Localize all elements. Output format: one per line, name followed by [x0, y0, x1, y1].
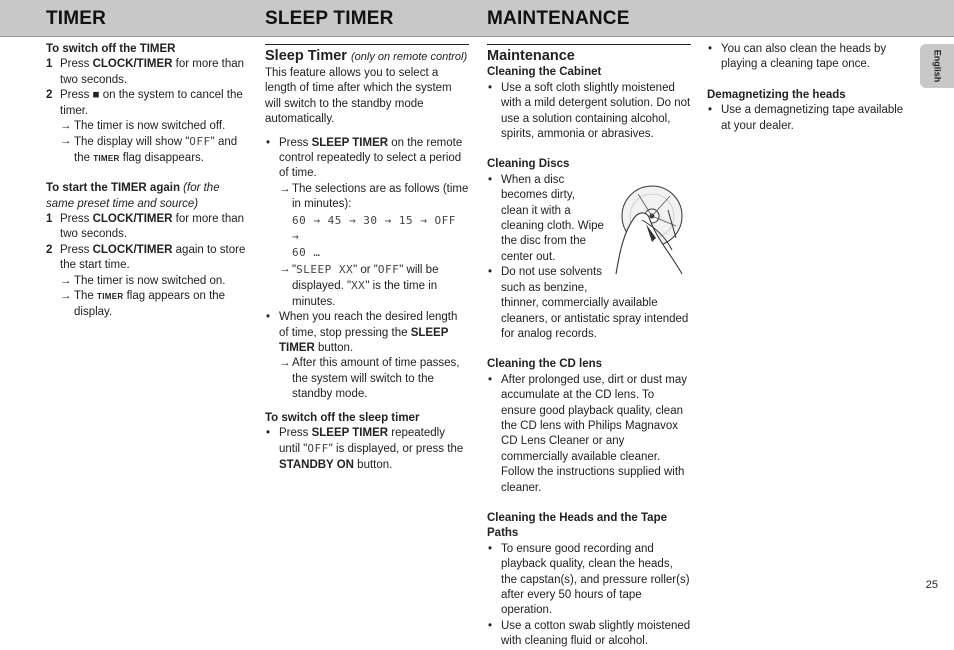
- arrow-icon: →: [279, 182, 291, 195]
- sleep-timer-column: [265, 44, 469, 473]
- result-line: → The timer is now switched off.: [46, 119, 250, 134]
- header-bar: [0, 0, 954, 37]
- step-number: 2: [46, 89, 53, 102]
- timer-title: TIMER: [46, 8, 107, 29]
- demag-bullet: • Use a demagnetizing tape available at your dealer.: [707, 103, 907, 134]
- start-timer-heading: To start the TIMER again (for the same preset time and source): [46, 182, 220, 210]
- result-line: → The selections are as follows (time in minutes): 60 → 45 → 30 → 15 → OFF → 60 …: [265, 182, 469, 262]
- step-number: 1: [46, 58, 53, 71]
- switch-off-step-2: 2 Press ■ on the system to cancel the timer.: [46, 88, 250, 119]
- timer-column: [46, 42, 250, 320]
- heads-bullet-2: • Use a cotton swab slightly moistened with cleaning fluid or alcohol.: [487, 619, 691, 650]
- maintenance-section-heading: Maintenance: [487, 44, 691, 65]
- heads-bullet-3: • You can also clean the heads by playing a cleaning tape once.: [707, 42, 907, 73]
- result-line: → After this amount of time passes, the system will switch to the standby mode.: [265, 356, 469, 402]
- switch-off-step-1: 1 Press CLOCK/TIMER for more than two seconds.: [46, 57, 250, 88]
- disc-bullet-1: • When a disc becomes dirty, clean it with a cleaning cloth. Wipe the disc from the center out.: [487, 173, 605, 265]
- arrow-icon: →: [60, 290, 72, 303]
- lcd-sequence: 60 …: [292, 246, 321, 260]
- result-line: → The display will show "OFF" and the TIMER flag disappears.: [46, 134, 250, 166]
- cabinet-bullet: • Use a soft cloth slightly moistened with a mild detergent solution. Do not use a solution containing alcohol, spirits, ammonia or abrasives.: [487, 81, 691, 143]
- switch-off-sleep-heading: To switch off the sleep timer: [265, 411, 420, 424]
- sleep-bullet-2: • When you reach the desired length of time, stop pressing the SLEEP TIMER button.: [265, 310, 469, 356]
- lens-bullet: • After prolonged use, dirt or dust may accumulate at the CD lens. To ensure good playback quality, clean the CD lens with Philips Magnavox CD Lens Cleaner or any commercially available cleaner. Follow the instructions supplied with cleaner.: [487, 373, 691, 496]
- bullet-icon: •: [488, 619, 493, 632]
- bullet-icon: •: [488, 81, 493, 94]
- language-tab-label: English: [932, 49, 943, 83]
- clock-timer-key: CLOCK/TIMER: [92, 58, 173, 71]
- disc-cleaning-illustration: [612, 180, 690, 276]
- lcd-text: OFF: [189, 135, 211, 149]
- result-line: → The TIMER flag appears on the display.: [46, 289, 250, 320]
- sleep-intro: This feature allows you to select a length of time after which the system will switch to the standby mode automatically.: [265, 67, 452, 126]
- bullet-icon: •: [488, 173, 493, 186]
- bullet-icon: •: [266, 136, 271, 149]
- cleaning-discs-heading: Cleaning Discs: [487, 158, 570, 171]
- arrow-icon: →: [279, 357, 291, 370]
- bullet-icon: •: [708, 43, 713, 55]
- result-line: → The timer is now switched on.: [46, 274, 250, 289]
- bullet-icon: •: [708, 104, 713, 117]
- arrow-icon: →: [60, 120, 72, 133]
- disc-bullet-2-continued: thinner, commercially available cleaners, or antistatic spray intended for analog records.: [501, 297, 689, 340]
- bullet-icon: •: [488, 373, 493, 386]
- bullet-icon: •: [488, 542, 493, 555]
- switch-off-timer-heading: To switch off the TIMER: [46, 43, 176, 55]
- maintenance-column-2: [707, 42, 907, 134]
- disc-bullet-2: • Do not use solvents such as benzine,: [487, 265, 605, 296]
- maintenance-column: [487, 44, 691, 650]
- bullet-icon: •: [266, 311, 271, 324]
- sleep-bullet-1: • Press SLEEP TIMER on the remote control repeatedly to select a period of time.: [265, 136, 469, 182]
- maintenance-title: MAINTENANCE: [487, 8, 630, 29]
- cleaning-cabinet-heading: Cleaning the Cabinet: [487, 66, 602, 79]
- arrow-icon: →: [279, 262, 291, 275]
- arrow-icon: →: [60, 135, 72, 148]
- timer-flag: TIMER: [97, 292, 124, 302]
- page-number: 25: [925, 579, 938, 591]
- timer-flag: TIMER: [93, 153, 120, 163]
- demagnetizing-heading: Demagnetizing the heads: [707, 88, 846, 101]
- language-tab: [920, 44, 954, 88]
- sleep-timer-key: SLEEP TIMER: [279, 326, 449, 354]
- cleaning-heads-heading: Cleaning the Heads and the Tape Paths: [487, 511, 667, 540]
- heads-bullet-1: • To ensure good recording and playback quality, clean the heads, the capstan(s), and pressure roller(s) after every 50 hours of tape operation.: [487, 542, 691, 619]
- step-number: 1: [46, 213, 53, 226]
- arrow-icon: →: [60, 274, 72, 287]
- start-step-1: 1 Press CLOCK/TIMER for more than two seconds.: [46, 212, 250, 243]
- clock-timer-key: CLOCK/TIMER: [92, 213, 173, 226]
- sleep-timer-key: SLEEP TIMER: [311, 136, 389, 149]
- bullet-icon: •: [266, 426, 271, 439]
- result-line: → "SLEEP XX" or "OFF" will be displayed. "XX" is the time in minutes.: [265, 262, 469, 310]
- sleep-timer-section-heading: Sleep Timer (only on remote control): [265, 44, 469, 66]
- sleep-timer-title: SLEEP TIMER: [265, 8, 394, 29]
- sleep-bullet-3: • Press SLEEP TIMER repeatedly until "OFF" is displayed, or press the STANDBY ON button.: [265, 426, 469, 473]
- start-step-2: 2 Press CLOCK/TIMER again to store the start time.: [46, 243, 250, 274]
- step-number: 2: [46, 243, 53, 256]
- clock-timer-key: CLOCK/TIMER: [92, 243, 173, 256]
- cleaning-cd-lens-heading: Cleaning the CD lens: [487, 358, 603, 371]
- stop-square-icon: ■: [92, 89, 100, 102]
- lcd-sequence: 60 → 45 → 30 → 15 → OFF →: [292, 213, 456, 244]
- bullet-icon: •: [488, 266, 493, 279]
